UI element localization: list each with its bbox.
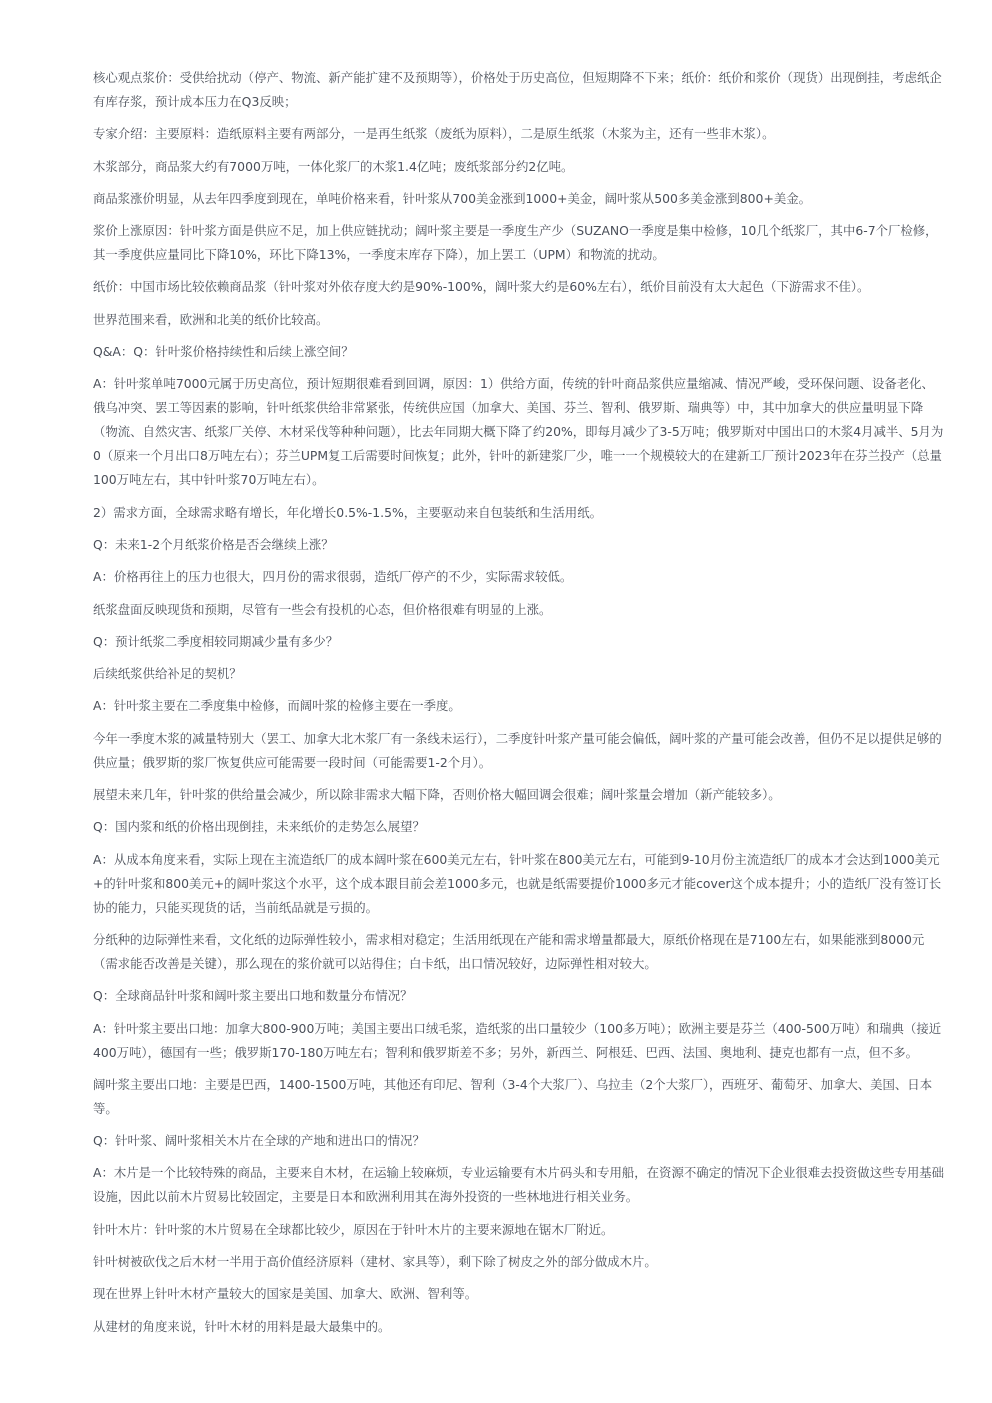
paragraph-qa-4-answer: A：从成本角度来看，实际上现在主流造纸厂的成本阔叶浆在600美元左右，针叶浆在800美元左右，可能到9-10月份主流造纸厂的成本才会达到1000美元+的针叶浆和800美元+的阔叶浆这个水平，这个成本跟目前会差1000多元，也就是纸需要提价1000多元才能cover这个成本提升；小的造纸厂没有签订长协的能力，只能买现货的话，当前纸品就是亏损的。 — [93, 851, 942, 915]
paragraph-qa-5-answer: A：针叶浆主要出口地：加拿大800-900万吨；美国主要出口绒毛浆，造纸浆的出口量较少（100多万吨）；欧洲主要是芬兰（400-500万吨）和瑞典（接近400万吨），德国有一些；俄罗斯170-180万吨左右；智利和俄罗斯差不多；另外，新西兰、阿根廷、巴西、法国、奥地利、捷克也都有一点，但不多。 — [93, 1020, 942, 1060]
paragraph-core-view: 核心观点浆价：受供给扰动（停产、物流、新产能扩建不及预期等），价格处于历史高位，但短期降不下来；纸价：纸价和浆价（现货）出现倒挂，考虑纸企有库存浆，预计成本压力在Q3反映； — [93, 70, 942, 109]
paragraph-rise-reasons: 浆价上涨原因：针叶浆方面是供应不足，加上供应链扰动；阔叶浆主要是一季度生产少（SUZANO一季度是集中检修，10几个纸浆厂，其中6-7个厂检修，其一季度供应量同比下降10%，环比下降13%，一季度末库存下降），加上罢工（UPM）和物流的扰动。 — [93, 223, 938, 263]
paragraph-wood-pulp: 木浆部分，商品浆大约有7000万吨，一体化浆厂的木浆1.4亿吨；废纸浆部分约2亿吨。 — [93, 158, 574, 174]
paragraph-qa-4-elasticity: 分纸种的边际弹性来看，文化纸的边际弹性较小，需求相对稳定；生活用纸现在产能和需求增量都最大，原纸价格现在是7100左右，如果能涨到8000元（需求能否改善是关键），那么现在的浆价就可以站得住；白卡纸，出口情况较好，边际弹性相对较大。 — [93, 931, 925, 971]
paragraph-softwood-chips: 针叶木片：针叶浆的木片贸易在全球都比较少，原因在于针叶木片的主要来源地在锯木厂附近。 — [93, 1221, 614, 1237]
paragraph-qa-1-answer: A：针叶浆单吨7000元属于历史高位，预计短期很难看到回调，原因：1）供给方面，传统的针叶商品浆供应量缩减、情况严峻，受环保问题、设备老化、俄乌冲突、罢工等因素的影响，针叶纸浆供给非常紧张，传统供应国（加拿大、美国、芬兰、智利、俄罗斯、瑞典等）中，其中加拿大的供应量明显下降（物流、自然灾害、纸浆厂关停、木材采伐等种种问题），比去年同期大概下降了约20%，即每月减少了3-5万吨；俄罗斯对中国出口的木浆4月减半、5月为0（原来一个月出口8万吨左右）；芬兰UPM复工后需要时间恢复；此外，针叶的新建浆厂少，唯一一个规模较大的在建新工厂预计2023年在芬兰投产（总量100万吨左右，其中针叶浆70万吨左右）。 — [93, 376, 944, 488]
paragraph-qa-3-question: Q：预计纸浆二季度相较同期减少量有多少？ — [93, 633, 339, 649]
paragraph-qa-6-answer: A：木片是一个比较特殊的商品，主要来自木材，在运输上较麻烦，专业运输要有木片码头和专用船，在资源不确定的情况下企业很难去投资做这些专用基础设施，因此以前木片贸易比较固定，主要是日本和欧洲利用其在海外投资的一些林地进行相关业务。 — [93, 1165, 945, 1205]
paragraph-qa-3-question-b: 后续纸浆供给补足的契机？ — [93, 666, 242, 682]
paragraph-qa-2-question: Q：未来1-2个月纸浆价格是否会继续上涨？ — [93, 536, 334, 552]
paragraph-softwood-countries: 现在世界上针叶木材产量较大的国家是美国、加拿大、欧洲、智利等。 — [93, 1286, 478, 1302]
paragraph-qa-3-answer: A：针叶浆主要在二季度集中检修，而阔叶浆的检修主要在一季度。 — [93, 698, 461, 714]
paragraph-qa-3-detail: 今年一季度木浆的减量特别大（罢工、加拿大北木浆厂有一条线未运行），二季度针叶浆产量可能会偏低，阔叶浆的产量可能会改善，但仍不足以提供足够的供应量；俄罗斯的浆厂恢复供应可能需要一段时间（可能需要1-2个月）。 — [93, 730, 942, 770]
paragraph-price-rise: 商品浆涨价明显，从去年四季度到现在，单吨价格来看，针叶浆从700美金涨到1000+美金，阔叶浆从500多美金涨到800+美金。 — [93, 190, 811, 206]
paragraph-qa-6-question: Q：针叶浆、阔叶浆相关木片在全球的产地和进出口的情况？ — [93, 1133, 425, 1149]
paragraph-qa-1-question: Q&A：Q：针叶浆价格持续性和后续上涨空间？ — [93, 344, 354, 360]
paragraph-qa-2-followup: 纸浆盘面反映现货和预期，尽管有一些会有投机的心态，但价格很难有明显的上涨。 — [93, 601, 552, 617]
paragraph-paper-price: 纸价：中国市场比较依赖商品浆（针叶浆对外依存度大约是90%-100%，阔叶浆大约是60%左右），纸价目前没有太大起色（下游需求不佳）。 — [93, 279, 870, 295]
paragraph-expert-intro: 专家介绍：主要原料：造纸原料主要有两部分，一是再生纸浆（废纸为原料），二是原生纸浆（木浆为主，还有一些非木浆）。 — [93, 126, 775, 142]
paragraph-qa-4-question: Q：国内浆和纸的价格出现倒挂，未来纸价的走势怎么展望？ — [93, 819, 425, 835]
paragraph-softwood-use: 针叶树被砍伐之后木材一半用于高价值经济原料（建材、家具等），剩下除了树皮之外的部分做成木片。 — [93, 1254, 657, 1270]
paragraph-qa-2-answer: A：价格再往上的压力也很大，四月份的需求很弱，造纸厂停产的不少，实际需求较低。 — [93, 569, 573, 585]
paragraph-qa-5-question: Q：全球商品针叶浆和阔叶浆主要出口地和数量分布情况？ — [93, 988, 413, 1004]
document-body — [93, 66, 945, 1347]
paragraph-qa-3-outlook: 展望未来几年，针叶浆的供给量会减少，所以除非需求大幅下降，否则价格大幅回调会很难；阔叶浆量会增加（新产能较多）。 — [93, 787, 781, 803]
paragraph-building-materials: 从建材的角度来说，针叶木材的用料是最大最集中的。 — [93, 1318, 391, 1334]
paragraph-qa-1-demand: 2）需求方面，全球需求略有增长，年化增长0.5%-1.5%，主要驱动来自包装纸和生活用纸。 — [93, 504, 602, 520]
paragraph-qa-5-hardwood: 阔叶浆主要出口地：主要是巴西，1400-1500万吨，其他还有印尼、智利（3-4个大浆厂）、乌拉圭（2个大浆厂），西班牙、葡萄牙、加拿大、美国、日本等。 — [93, 1076, 933, 1116]
paragraph-world-view: 世界范围来看，欧洲和北美的纸价比较高。 — [93, 311, 329, 327]
